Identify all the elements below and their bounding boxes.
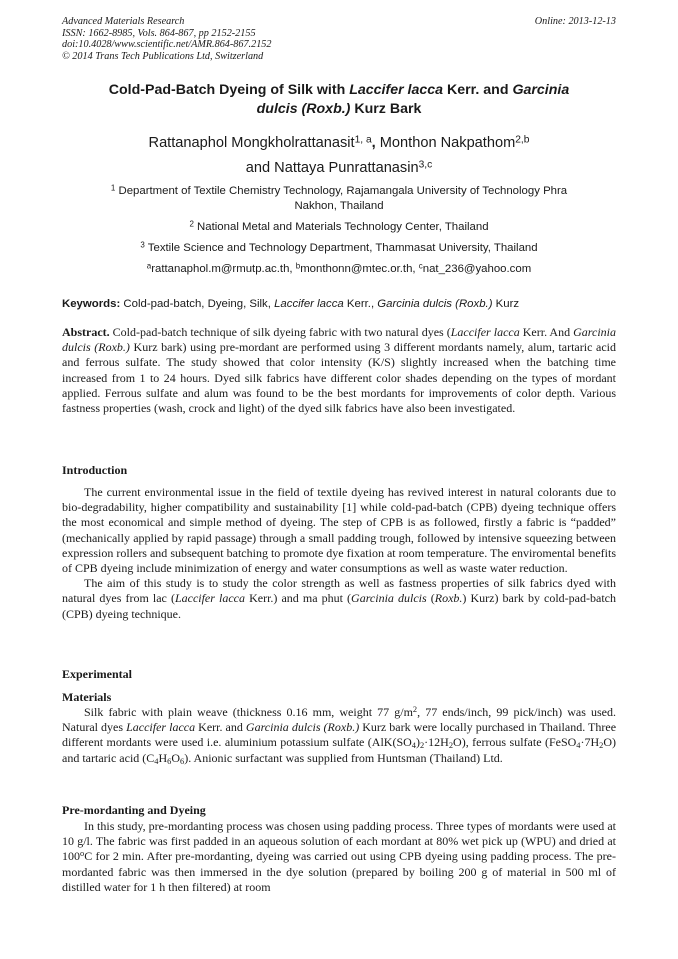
author-emails: $^a$rattanaphol.m@rmutp.ac.th, $^b$monthonn@mtec.or.th, $^c$nat_236@yahoo.com (146, 261, 532, 275)
author-2: Monthon Nakpathom (379, 135, 516, 151)
journal-name: Advanced Materials Research (62, 16, 185, 27)
doi-line: doi:10.4028/www.scientific.net/AMR.864-867.2152 (62, 39, 272, 51)
section-heading-introduction: Introduction (62, 463, 128, 477)
title-species-2b: dulcis (Roxb.) (256, 100, 351, 117)
intro-paragraph-2: The aim of this study is to study the color strength as well as fastness properties of silk fabrics dyed with natural dyes from lac (Laccifer lacca Kerr.) and ma phut (Garcinia dulcis (Roxb.) Kurz) bark by cold-pad-batch (CPB) dyeing technique. (62, 576, 616, 621)
online-date: Online: 2013-12-13 (534, 16, 616, 27)
author-list: Rattanaphol Mongkholrattanasit$^{1, a}$, Monthon Nakpathom$^{2,b}$ and Nattaya Punrattanasin$^{3,c}$ (148, 134, 530, 176)
copyright-line: © 2014 Trans Tech Publications Ltd, Switzerland (62, 50, 264, 62)
affiliation-2: $^2$ National Metal and Materials Technology Center, Thailand (189, 219, 489, 233)
paper-title: Cold-Pad-Batch Dyeing of Silk with Laccifer lacca Kerr. and Garcinia dulcis (Roxb.) Kurz Bark (108, 82, 570, 117)
subsection-heading-premordanting: Pre-mordanting and Dyeing (62, 803, 206, 817)
journal-header (62, 16, 616, 62)
premordanting-text: In this study, pre-mordanting process was chosen using padding process. Three types of mordants were used at 10 g/l. The fabric was first padded in an aqueous solution of each mordant at 80% wet pick up (WPU) and dried at 100$^o$C for 2 min. After pre-mordanting, dyeing was carried out using CPB dyeing using padding process. The pre-mordanted fabric was then immersed in the dye solution (prepared by boiling 200 g of material in 500 ml of distilled water for 1 h then filtered) at room (62, 819, 616, 894)
issn-line: ISSN: 1662-8985, Vols. 864-867, pp 2152-2155 (62, 27, 256, 39)
section-heading-experimental: Experimental (62, 667, 132, 681)
author-1: Rattanaphol Mongkholrattanasit (148, 135, 355, 151)
email-3: nat_236@yahoo.com (422, 263, 532, 275)
intro-paragraph-1: The current environmental issue in the field of textile dyeing has revived interest in natural colorants due to bio-degradability, higher compatibility and sustainability [1] while cold-pad-batch (CPB) dyeing technique offers the most economical and simple method of dyeing. The step of CPB is as followed, firstly a fabric is “padded” (mechanically applied by rapid passage) through a small padding trough, followed by intensive squeezing between expression rollers and subsequent batching to promote dye fixation at room temperature. The enviromental benefits of CPB dyeing include minimization of energy and water consumptions as well as waste water reduction. (62, 485, 616, 576)
email-1: rattanaphol.m@rmutp.ac.th, (151, 263, 296, 275)
title-species-1: Laccifer lacca (349, 82, 444, 98)
materials-text: Silk fabric with plain weave (thickness 0.16 mm, weight 77 $g/m^2$, 77 ends/inch, 99 pick/inch) was used. Natural dyes Laccifer lacca Kerr. and Garcinia dulcis (Roxb.) Kurz bark were locally purchased in Thailand. Three different mordants were used i.e. aluminium potassium sulfate $(AlK(SO_4)_2\cdot 12H_2O)$, ferrous sulfate $(FeSO_4\cdot 7H_2O)$ and tartaric acid $(C_4H_6O_6)$. Anionic surfactant was supplied from Huntsman (Thailand) Ltd. (62, 705, 617, 766)
keywords: Keywords: Cold-pad-batch, Dyeing, Silk, Laccifer lacca Kerr., Garcinia dulcis (Roxb.) Kurz (62, 298, 520, 310)
email-2: monthonn@mtec.or.th, (300, 263, 419, 275)
affiliation-3: $^3$ Textile Science and Technology Department, Thammasat University, Thailand (140, 240, 538, 254)
abstract-label: Abstract. (62, 325, 110, 339)
subsection-heading-materials: Materials (62, 690, 112, 704)
author-3: Nattaya Punrattanasin (274, 160, 419, 176)
keywords-label: Keywords: (62, 298, 121, 310)
abstract: Abstract. Cold-pad-batch technique of silk dyeing fabric with two natural dyes (Laccifer lacca Kerr. And Garcinia dulcis (Roxb.) Kurz bark) using pre-mordant are performed using 3 different mordants namely, alum, tartaric acid and ferrous sulfate. The study showed that color intensity (K/S) slightly increased when the batching time increased from 1 to 24 hours. Dyed silk fabrics have different color shades depending on the types of mordant applied. Ferrous sulfate and alum was found to be the best mordants for improvements of color depth. Various fastness properties (wash, crock and light) of the dyed silk fabrics have also been investigated. (62, 325, 617, 416)
title-species-2a: Garcinia (512, 82, 570, 98)
affiliation-1: $^1$ Department of Textile Chemistry Technology, Rajamangala University of Technology Phra Nakhon, Thailand (110, 183, 568, 212)
introduction-text (62, 485, 616, 622)
